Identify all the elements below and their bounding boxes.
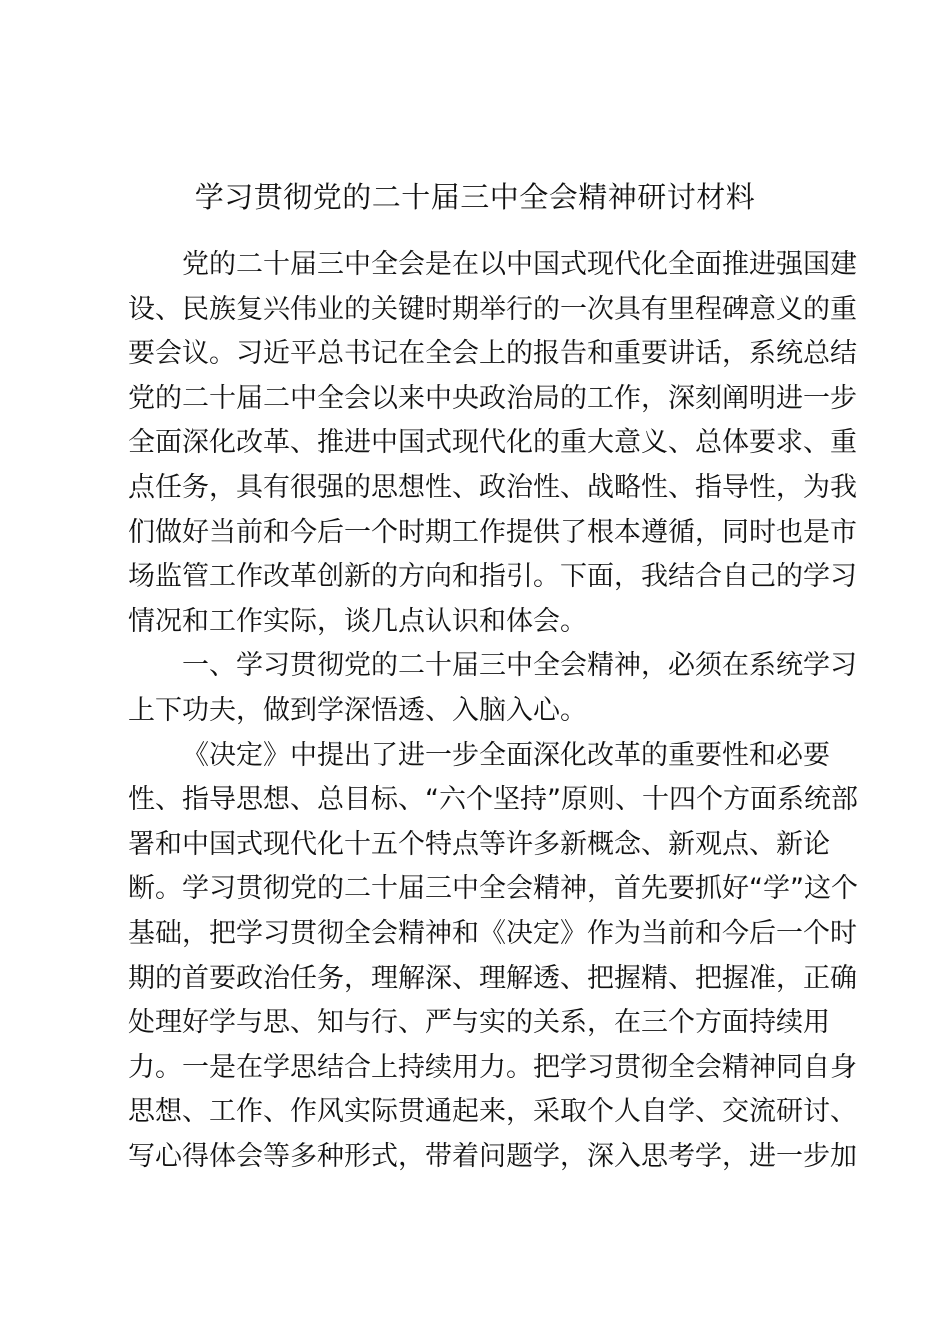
text-line: 上下功夫，做到学深悟透、入脑入心。 — [128, 694, 587, 726]
document-title: 学习贯彻党的二十届三中全会精神研讨材料 — [194, 180, 756, 214]
text-line: 要会议。习近平总书记在全会上的报告和重要讲话，系统总结 — [128, 338, 857, 370]
text-line: 署和中国式现代化十五个特点等许多新概念、新观点、新论 — [128, 828, 830, 860]
text-line: 断。学习贯彻党的二十届三中全会精神，首先要抓好“学”这个 — [128, 873, 858, 905]
text-line: 点任务，具有很强的思想性、政治性、战略性、指导性，为我 — [128, 471, 857, 503]
text-line: 写心得体会等多种形式，带着问题学，深入思考学，进一步加 — [128, 1140, 857, 1172]
text-line: 党的二十届三中全会是在以中国式现代化全面推进强国建 — [182, 249, 857, 280]
text-line: 党的二十届二中全会以来中央政治局的工作，深刻阐明进一步 — [128, 382, 857, 414]
text-line: 全面深化改革、推进中国式现代化的重大意义、总体要求、重 — [128, 427, 857, 459]
text-line: 力。一是在学思结合上持续用力。把学习贯彻全会精神同自身 — [128, 1051, 857, 1083]
text-line: 性、指导思想、总目标、“六个坚持”原则、十四个方面系统部 — [128, 784, 858, 816]
text-line: 一、学习贯彻党的二十届三中全会精神，必须在系统学习 — [182, 650, 857, 682]
text-line: 情况和工作实际，谈几点认识和体会。 — [128, 605, 587, 637]
text-line: 们做好当前和今后一个时期工作提供了根本遵循，同时也是市 — [128, 516, 857, 548]
text-line: 场监管工作改革创新的方向和指引。下面，我结合自己的学习 — [128, 561, 857, 593]
text-line: 思想、工作、作风实际贯通起来，采取个人自学、交流研讨、 — [128, 1096, 857, 1128]
text-line: 期的首要政治任务，理解深、理解透、把握精、把握准，正确 — [128, 962, 857, 994]
text-line: 《决定》中提出了进一步全面深化改革的重要性和必要 — [182, 739, 830, 771]
document-body — [128, 243, 858, 1179]
text-line: 基础，把学习贯彻全会精神和《决定》作为当前和今后一个时 — [128, 917, 857, 949]
text-line: 处理好学与思、知与行、严与实的关系，在三个方面持续用 — [128, 1007, 830, 1039]
text-line: 设、民族复兴伟业的关键时期举行的一次具有里程碑意义的重 — [128, 293, 857, 325]
